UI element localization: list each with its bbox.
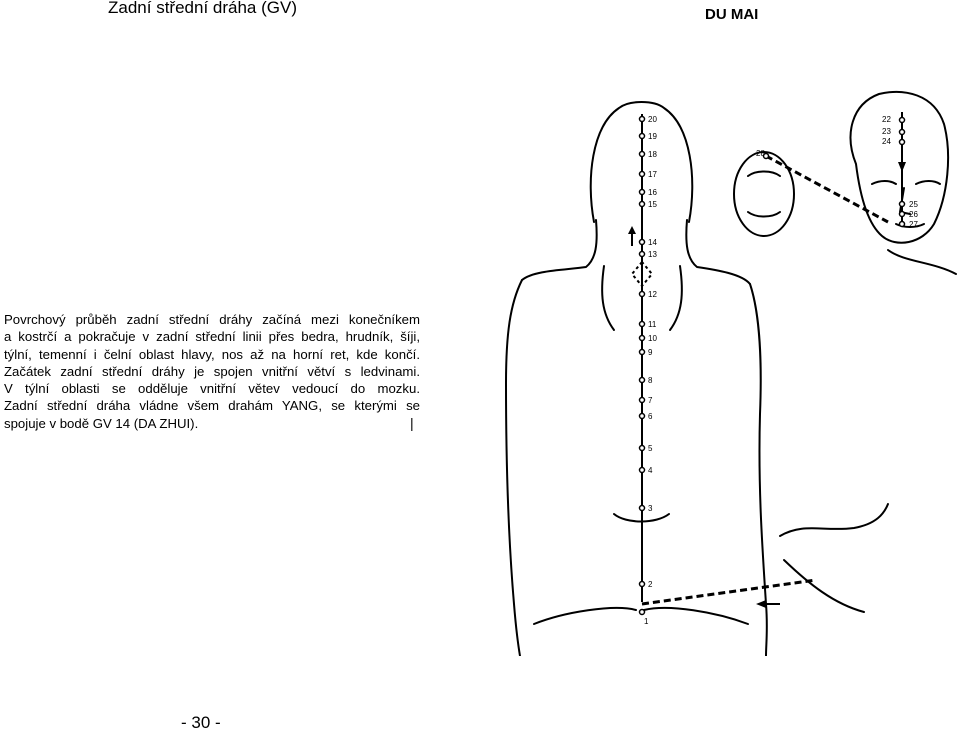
point-marker [640, 610, 645, 615]
arrow-left-stem [766, 603, 780, 605]
neck-right [686, 220, 750, 284]
point-label: 18 [648, 150, 657, 159]
face-eyes [872, 181, 940, 184]
point-marker [640, 252, 645, 257]
point-label: 7 [648, 396, 653, 405]
point-label: 13 [648, 250, 657, 259]
illustration-svg [504, 84, 960, 656]
point-marker [640, 350, 645, 355]
mouth-teeth [748, 172, 780, 217]
point-label: 26 [909, 210, 918, 219]
text-line: Povrchový průběh zadní střední dráhy začíná mezi konečníkem [4, 312, 420, 327]
point-marker [640, 292, 645, 297]
point-label: 6 [648, 412, 653, 421]
point-marker [640, 202, 645, 207]
point-label: 9 [648, 348, 653, 357]
perineum-lower [784, 560, 864, 612]
meridian-dashed-upper [766, 156, 888, 222]
point-label: 14 [648, 238, 657, 247]
point-marker [900, 222, 905, 227]
face-outline [851, 92, 949, 243]
text-line: a kostrčí a pokračuje v zadní střední linii přes bedra, hrudník, šíji, [4, 329, 420, 345]
meridian-illustration [504, 84, 960, 656]
point-label: 4 [648, 466, 653, 475]
point-marker [900, 202, 905, 207]
point-marker [640, 172, 645, 177]
point-label: 12 [648, 290, 657, 299]
point-label: 5 [648, 444, 653, 453]
arrow-left-icon [756, 600, 766, 608]
point-label: 28 [756, 149, 765, 158]
point-marker [640, 398, 645, 403]
body-text [4, 311, 420, 432]
point-marker [900, 118, 905, 123]
point-marker [640, 190, 645, 195]
point-label: 22 [882, 115, 891, 124]
point-marker [900, 130, 905, 135]
perineum-outline [780, 504, 888, 536]
page-title: Zadní střední dráha (GV) [108, 0, 297, 17]
arrow-up-stem [631, 234, 633, 246]
point-label: 1 [644, 617, 649, 626]
neck-left [522, 220, 597, 280]
point-label: 17 [648, 170, 657, 179]
back-left [506, 280, 522, 656]
point-label: 19 [648, 132, 657, 141]
meridian-dashed-lower [642, 580, 816, 604]
point-label: 8 [648, 376, 653, 385]
point-marker [640, 240, 645, 245]
point-label: 16 [648, 188, 657, 197]
point-label: 2 [648, 580, 653, 589]
point-marker [640, 336, 645, 341]
point-label: 23 [882, 127, 891, 136]
text-line: Zadní střední dráha vládne všem drahám YANG, se kterými se [4, 398, 420, 414]
buttocks-right [644, 608, 748, 624]
point-label: 10 [648, 334, 657, 343]
point-marker [640, 446, 645, 451]
point-marker [640, 378, 645, 383]
back-right [750, 284, 767, 656]
text-line: týlní, temenní i čelní oblast hlavy, nos až na horní ret, kde končí. [4, 346, 420, 362]
arrow-up-icon [628, 226, 636, 234]
point-label: 25 [909, 200, 918, 209]
point-marker [640, 322, 645, 327]
point-label: 15 [648, 200, 657, 209]
point-label: 27 [909, 220, 918, 229]
scapula-left [602, 266, 614, 330]
point-marker [640, 506, 645, 511]
text-line: V týlní oblasti se odděluje vnitřní větev vedoucí do mozku. [4, 381, 420, 397]
text-line: spojuje v bodě GV 14 (DA ZHUI). [4, 415, 199, 431]
face-shoulder [888, 250, 956, 274]
point-marker [640, 152, 645, 157]
point-marker [640, 468, 645, 473]
point-marker [640, 117, 645, 122]
page-number: - 30 - [181, 713, 221, 732]
point-marker [900, 140, 905, 145]
point-marker [640, 134, 645, 139]
arrow-down-icon [898, 162, 906, 172]
point-marker [640, 414, 645, 419]
meridian-tag: DU MAI [705, 6, 759, 23]
point-label: 24 [882, 137, 891, 146]
point-marker [640, 582, 645, 587]
point-label: 20 [648, 115, 657, 124]
point-label: 3 [648, 504, 653, 513]
text-cursor: | [410, 415, 414, 431]
point-label: 11 [648, 320, 657, 329]
point-marker [900, 212, 905, 217]
scapula-right [670, 266, 682, 330]
buttocks-left [534, 608, 636, 624]
mouth-outline [734, 152, 794, 236]
text-line: Začátek zadní střední dráhy je spojen vnitřní větví s ledvinami. [4, 363, 420, 379]
